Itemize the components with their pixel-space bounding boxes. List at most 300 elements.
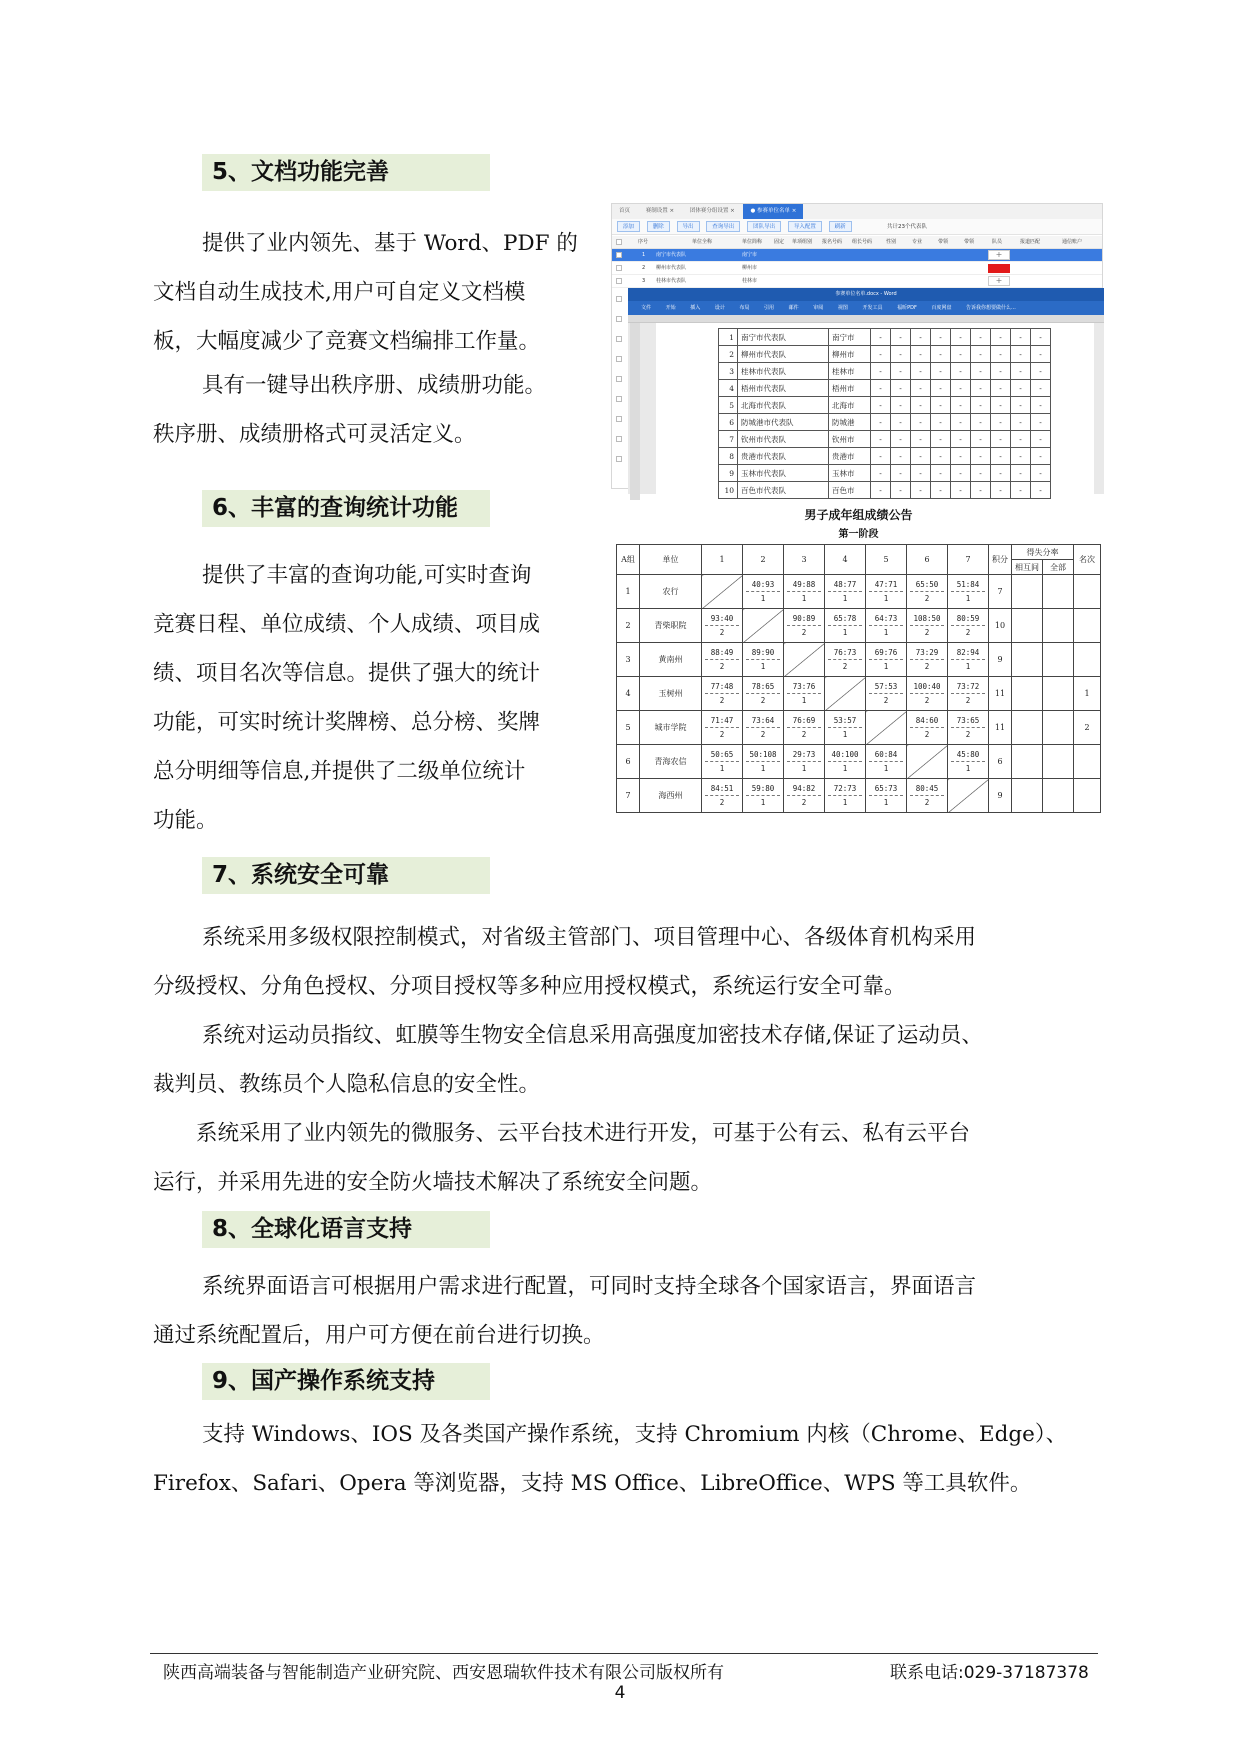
horizontal-ruler [628, 315, 1104, 323]
empty-cell: - [971, 329, 991, 346]
score-divider [787, 727, 821, 728]
row-checkbox[interactable] [616, 356, 622, 362]
score-divider [746, 795, 780, 796]
empty-cell: - [1011, 363, 1031, 380]
team-export-button[interactable]: 团队导出 [747, 221, 781, 232]
match-score: 53:57 [833, 715, 857, 725]
section-6-paragraph-1 [153, 551, 540, 845]
page-number: 4 [614, 1683, 626, 1703]
match-points: 2 [719, 695, 725, 705]
empty-cell: - [871, 329, 891, 346]
text-line: 系统采用多级权限控制模式，对省级主管部门、项目管理中心、各级体育机构采用 [202, 925, 977, 950]
match-points: 1 [842, 797, 848, 807]
team-name: 贵港市代表队 [738, 448, 829, 465]
text-line: 文档自动生成技术,用户可自定义文档模 [153, 280, 526, 305]
match-points: 1 [965, 763, 971, 773]
match-points: 1 [801, 593, 807, 603]
word-table-row [719, 346, 1051, 363]
results-subtitle: 第一阶段 [838, 529, 879, 540]
column-header: 单位全称 [692, 239, 713, 245]
opponent-header: 4 [825, 545, 866, 575]
empty-cell: - [931, 329, 951, 346]
score-divider [705, 625, 739, 626]
ribbon-tab[interactable]: 福昕PDF [897, 305, 917, 311]
row-number: 2 [642, 265, 646, 271]
points-value: 9 [989, 779, 1012, 813]
score-divider [787, 591, 821, 592]
empty-cell: - [1031, 465, 1051, 482]
footer-contact: 联系电话:029-37187378 [890, 1663, 1089, 1683]
word-table-row [719, 380, 1051, 397]
head-to-head-value [1012, 643, 1043, 677]
rank-value [1074, 609, 1101, 643]
points-value: 7 [989, 575, 1012, 609]
match-points: 2 [924, 695, 930, 705]
empty-cell: - [991, 380, 1011, 397]
match-score: 71:47 [710, 715, 734, 725]
team-city: 防城港 [829, 414, 871, 431]
match-cell [907, 609, 948, 643]
match-points: 1 [842, 627, 848, 637]
tab-home[interactable]: 首页 [619, 208, 631, 214]
text-line: 系统对运动员指纹、虹膜等生物安全信息采用高强度加密技术存储,保证了运动员、 [202, 1023, 983, 1048]
tab-participants[interactable]: ● 参赛单位名单 × [743, 204, 803, 219]
row-checkbox[interactable] [616, 436, 622, 442]
ribbon-tab[interactable]: 视图 [837, 305, 848, 311]
team-number: 5 [719, 397, 738, 414]
results-title: 男子成年组成绩公告 [804, 508, 913, 522]
match-score: 72:73 [833, 783, 857, 793]
head-to-head-value [1012, 575, 1043, 609]
text-line: 提供了丰富的查询功能,可实时查询 [202, 563, 532, 588]
match-score: 89:90 [751, 647, 775, 657]
text-line: 通过系统配置后，用户可方便在前台进行切换。 [153, 1323, 605, 1348]
rank-value: 1 [1074, 677, 1101, 711]
row-checkbox[interactable] [616, 416, 622, 422]
row-number: 7 [617, 779, 640, 813]
match-score: 40:100 [831, 749, 859, 759]
empty-cell: - [911, 397, 931, 414]
empty-cell: - [971, 380, 991, 397]
text-line: Firefox、Safari、Opera 等浏览器，支持 MS Office、LibreOffice、WPS 等工具软件。 [153, 1471, 1032, 1496]
empty-cell: - [1011, 346, 1031, 363]
score-divider [951, 761, 985, 762]
match-score: 64:73 [874, 613, 898, 623]
empty-cell: - [891, 414, 911, 431]
match-score: 100:40 [913, 681, 941, 691]
results-row [617, 609, 1101, 643]
empty-cell: - [1031, 414, 1051, 431]
empty-cell: - [1011, 414, 1031, 431]
empty-cell: - [931, 346, 951, 363]
add-icon[interactable]: + [988, 276, 1010, 286]
column-header: 单位简称 [742, 239, 763, 245]
match-cell [784, 779, 825, 813]
document-generation-screenshot [611, 203, 1103, 495]
empty-cell: - [1031, 397, 1051, 414]
row-checkbox[interactable] [616, 252, 622, 258]
score-divider [787, 761, 821, 762]
empty-cell: - [931, 363, 951, 380]
match-score: 60:84 [874, 749, 898, 759]
import-config-button[interactable]: 导入配置 [788, 221, 822, 232]
footer-copyright: 陕西高端装备与智能制造产业研究院、西安恩瑞软件技术有限公司版权所有 [163, 1663, 724, 1683]
text-line: 具有一键导出秩序册、成绩册功能。 [202, 373, 547, 398]
empty-cell: - [951, 448, 971, 465]
match-cell [825, 745, 866, 779]
word-table-row [719, 329, 1051, 346]
match-cell [784, 609, 825, 643]
match-score: 47:71 [874, 579, 898, 589]
empty-cell: - [891, 346, 911, 363]
row-checkbox[interactable] [616, 376, 622, 382]
tell-me-search[interactable]: 告诉我你想要做什么... [966, 305, 1016, 311]
empty-cell: - [951, 431, 971, 448]
row-checkbox[interactable] [616, 278, 622, 284]
text-line: 分级授权、分角色授权、分项目授权等多种应用授权模式，系统运行安全可靠。 [153, 974, 906, 999]
match-points: 1 [760, 661, 766, 671]
column-header: 单项组别 [792, 239, 813, 245]
export-button[interactable]: 导出 [677, 221, 700, 232]
ribbon-tab[interactable]: 邮件 [788, 305, 799, 311]
section-heading-7: 7、系统安全可靠 [202, 857, 490, 894]
word-table-row [719, 431, 1051, 448]
footer-divider [150, 1653, 1098, 1654]
tab-groups[interactable]: 团体赛分组设置 × [689, 208, 735, 214]
match-points: 2 [965, 695, 971, 705]
row-checkbox[interactable] [616, 456, 622, 462]
score-divider [869, 795, 903, 796]
match-points: 1 [965, 593, 971, 603]
match-cell [825, 779, 866, 813]
text-line: 系统采用了业内领先的微服务、云平台技术进行开发，可基于公有云、私有云平台 [196, 1121, 971, 1146]
row-number: 4 [617, 677, 640, 711]
section-7-paragraph-1 [153, 913, 976, 1011]
empty-cell: - [871, 465, 891, 482]
empty-cell: - [911, 414, 931, 431]
word-table-row [719, 414, 1051, 431]
score-divider [869, 591, 903, 592]
score-divider [828, 625, 862, 626]
score-divider [951, 659, 985, 660]
empty-cell: - [871, 448, 891, 465]
all-value [1043, 609, 1074, 643]
empty-cell: - [1031, 363, 1051, 380]
score-divider [787, 795, 821, 796]
empty-cell: - [911, 465, 931, 482]
empty-cell: - [911, 380, 931, 397]
score-divider [869, 625, 903, 626]
ribbon-tab[interactable]: 百度网盘 [931, 305, 952, 311]
match-cell [702, 677, 743, 711]
score-divider [951, 625, 985, 626]
add-button[interactable]: 添加 [617, 221, 640, 232]
team-name: 柳州市代表队 [738, 346, 829, 363]
team-name: 钦州市代表队 [738, 431, 829, 448]
head-to-head-value [1012, 745, 1043, 779]
row-checkbox[interactable] [616, 336, 622, 342]
row-checkbox[interactable] [616, 316, 622, 322]
team-name: 梧州市代表队 [738, 380, 829, 397]
match-cell [825, 575, 866, 609]
self-match-cell [784, 643, 825, 677]
match-points: 2 [924, 797, 930, 807]
ribbon-tab[interactable]: 审阅 [813, 305, 824, 311]
row-number: 6 [617, 745, 640, 779]
match-points: 1 [842, 729, 848, 739]
ribbon-tab[interactable]: 引用 [764, 305, 775, 311]
match-cell [702, 779, 743, 813]
word-table-row [719, 397, 1051, 414]
section-9-paragraph-1 [153, 1410, 1067, 1508]
match-score: 77:48 [710, 681, 734, 691]
match-cell [948, 745, 989, 779]
unit-short-name: 桂林市 [742, 278, 758, 284]
match-score: 29:73 [792, 749, 816, 759]
score-divider [746, 727, 780, 728]
team-number: 7 [719, 431, 738, 448]
empty-cell: - [931, 414, 951, 431]
column-header: 性别 [886, 239, 897, 245]
team-count-summary: 共计23个代表队 [887, 224, 927, 230]
team-city: 北海市 [829, 397, 871, 414]
match-score: 80:45 [915, 783, 939, 793]
empty-cell: - [951, 414, 971, 431]
ribbon-tab[interactable]: 插入 [690, 305, 701, 311]
match-points: 2 [801, 797, 807, 807]
empty-cell: - [871, 363, 891, 380]
team-city: 钦州市 [829, 431, 871, 448]
match-cell [702, 745, 743, 779]
rank-value [1074, 745, 1101, 779]
row-checkbox[interactable] [616, 265, 622, 271]
score-divider [705, 795, 739, 796]
match-score: 48:77 [833, 579, 857, 589]
word-page [656, 323, 1094, 503]
match-cell [907, 711, 948, 745]
empty-cell: - [891, 363, 911, 380]
opponent-header: 1 [702, 545, 743, 575]
app-tab-bar [612, 204, 1102, 219]
self-match-cell [825, 677, 866, 711]
match-points: 2 [924, 661, 930, 671]
score-divider [705, 727, 739, 728]
vertical-ruler [630, 323, 640, 503]
score-divider [910, 625, 944, 626]
word-ribbon [628, 301, 1104, 315]
empty-cell: - [871, 346, 891, 363]
empty-cell: - [951, 346, 971, 363]
query-export-button[interactable]: 查询导出 [706, 221, 740, 232]
match-points: 2 [801, 729, 807, 739]
score-divider [705, 659, 739, 660]
match-score: 59:80 [751, 783, 775, 793]
match-score: 50:108 [749, 749, 777, 759]
match-score: 108:50 [913, 613, 941, 623]
head-to-head-value [1012, 677, 1043, 711]
match-points: 1 [883, 661, 889, 671]
unit-name: 青柴职院 [640, 609, 702, 643]
match-points: 1 [719, 763, 725, 773]
empty-cell: - [951, 397, 971, 414]
row-number: 5 [617, 711, 640, 745]
column-header: 带领 [938, 239, 949, 245]
match-points: 1 [883, 593, 889, 603]
self-match-cell [702, 575, 743, 609]
match-score: 65:78 [833, 613, 857, 623]
match-points: 2 [760, 729, 766, 739]
score-divider [869, 761, 903, 762]
match-score: 73:29 [915, 647, 939, 657]
match-score: 73:64 [751, 715, 775, 725]
empty-cell: - [1011, 482, 1031, 499]
row-number: 2 [617, 609, 640, 643]
unit-full-name: 桂林市代表队 [656, 278, 687, 284]
empty-cell: - [891, 448, 911, 465]
empty-cell: - [871, 414, 891, 431]
empty-cell: - [911, 482, 931, 499]
section-7-paragraph-3 [153, 1109, 970, 1207]
match-cell [866, 575, 907, 609]
match-points: 1 [965, 661, 971, 671]
team-city: 玉林市 [829, 465, 871, 482]
empty-cell: - [931, 380, 951, 397]
empty-cell: - [871, 397, 891, 414]
match-points: 2 [719, 729, 725, 739]
column-header: 固定 [774, 239, 785, 245]
points-value: 11 [989, 711, 1012, 745]
group-header: A组 [617, 545, 640, 575]
section-heading-6: 6、丰富的查询统计功能 [202, 490, 490, 527]
empty-cell: - [871, 431, 891, 448]
text-line: 系统界面语言可根据用户需求进行配置，可同时支持全球各个国家语言，界面语言 [202, 1274, 977, 1299]
results-row [617, 575, 1101, 609]
rank-value: 2 [1074, 711, 1101, 745]
column-header: 通信账户 [1062, 239, 1083, 245]
empty-cell: - [991, 346, 1011, 363]
match-cell [825, 643, 866, 677]
points-value: 11 [989, 677, 1012, 711]
team-city: 桂林市 [829, 363, 871, 380]
empty-cell: - [871, 482, 891, 499]
ribbon-tab[interactable]: 设计 [714, 305, 725, 311]
match-cell [866, 677, 907, 711]
row-checkbox[interactable] [616, 296, 622, 302]
unit-name: 玉树州 [640, 677, 702, 711]
empty-cell: - [911, 329, 931, 346]
word-table-row [719, 465, 1051, 482]
ribbon-tab[interactable]: 开始 [665, 305, 676, 311]
ribbon-tab[interactable]: 开发工具 [862, 305, 883, 311]
match-points: 2 [965, 729, 971, 739]
match-score: 40:93 [751, 579, 775, 589]
empty-cell: - [891, 482, 911, 499]
points-value: 9 [989, 643, 1012, 677]
match-points: 1 [842, 593, 848, 603]
column-header: 带领 [964, 239, 975, 245]
empty-cell: - [911, 431, 931, 448]
row-number: 1 [617, 575, 640, 609]
empty-cell: - [871, 380, 891, 397]
empty-cell: - [1031, 431, 1051, 448]
results-announcement-screenshot [616, 500, 1101, 830]
match-score: 49:88 [792, 579, 816, 589]
team-number: 3 [719, 363, 738, 380]
delete-button[interactable]: 删除 [647, 221, 670, 232]
match-cell [948, 677, 989, 711]
match-score: 65:73 [874, 783, 898, 793]
match-points: 1 [760, 593, 766, 603]
match-points: 1 [801, 763, 807, 773]
table-row[interactable] [612, 249, 1102, 262]
match-points: 2 [719, 661, 725, 671]
match-cell [907, 779, 948, 813]
match-points: 1 [883, 763, 889, 773]
match-cell [743, 779, 784, 813]
ribbon-tab[interactable]: 文件 [641, 305, 652, 311]
team-number: 10 [719, 482, 738, 499]
opponent-header: 7 [948, 545, 989, 575]
match-cell [948, 609, 989, 643]
text-line: 裁判员、教练员个人隐私信息的安全性。 [153, 1072, 541, 1097]
match-points: 2 [924, 593, 930, 603]
match-points: 2 [883, 695, 889, 705]
match-score: 78:65 [751, 681, 775, 691]
match-score: 76:69 [792, 715, 816, 725]
match-cell [702, 609, 743, 643]
section-5-paragraph-1 [153, 219, 578, 366]
empty-cell: - [931, 397, 951, 414]
empty-cell: - [971, 448, 991, 465]
team-city: 南宁市 [829, 329, 871, 346]
team-number: 2 [719, 346, 738, 363]
score-divider [828, 591, 862, 592]
empty-cell: - [1011, 329, 1031, 346]
select-all-checkbox[interactable] [616, 239, 622, 245]
section-7-paragraph-2 [153, 1011, 983, 1109]
score-divider [705, 693, 739, 694]
unit-name: 黄南州 [640, 643, 702, 677]
score-divider [746, 693, 780, 694]
match-points: 1 [801, 695, 807, 705]
match-points: 2 [924, 627, 930, 637]
empty-cell: - [991, 363, 1011, 380]
team-city: 柳州市 [829, 346, 871, 363]
table-row[interactable] [612, 262, 1102, 275]
team-city: 百色市 [829, 482, 871, 499]
self-match-cell [866, 711, 907, 745]
ribbon-tab[interactable]: 布局 [739, 305, 750, 311]
empty-cell: - [1031, 346, 1051, 363]
match-cell [825, 609, 866, 643]
row-number: 3 [642, 278, 646, 284]
tab-rules[interactable]: 赛制设置 × [645, 208, 675, 214]
match-score: 94:82 [792, 783, 816, 793]
table-row[interactable] [612, 275, 1102, 288]
rank-value [1074, 575, 1101, 609]
section-5-paragraph-2 [153, 361, 546, 459]
row-checkbox[interactable] [616, 396, 622, 402]
score-divider [705, 761, 739, 762]
score-divider [951, 591, 985, 592]
match-cell [866, 643, 907, 677]
head-to-head-value [1012, 779, 1043, 813]
match-points: 2 [719, 797, 725, 807]
score-divider [828, 761, 862, 762]
self-match-cell [907, 745, 948, 779]
refresh-button[interactable]: 刷新 [829, 221, 852, 232]
add-icon[interactable]: + [988, 250, 1010, 260]
